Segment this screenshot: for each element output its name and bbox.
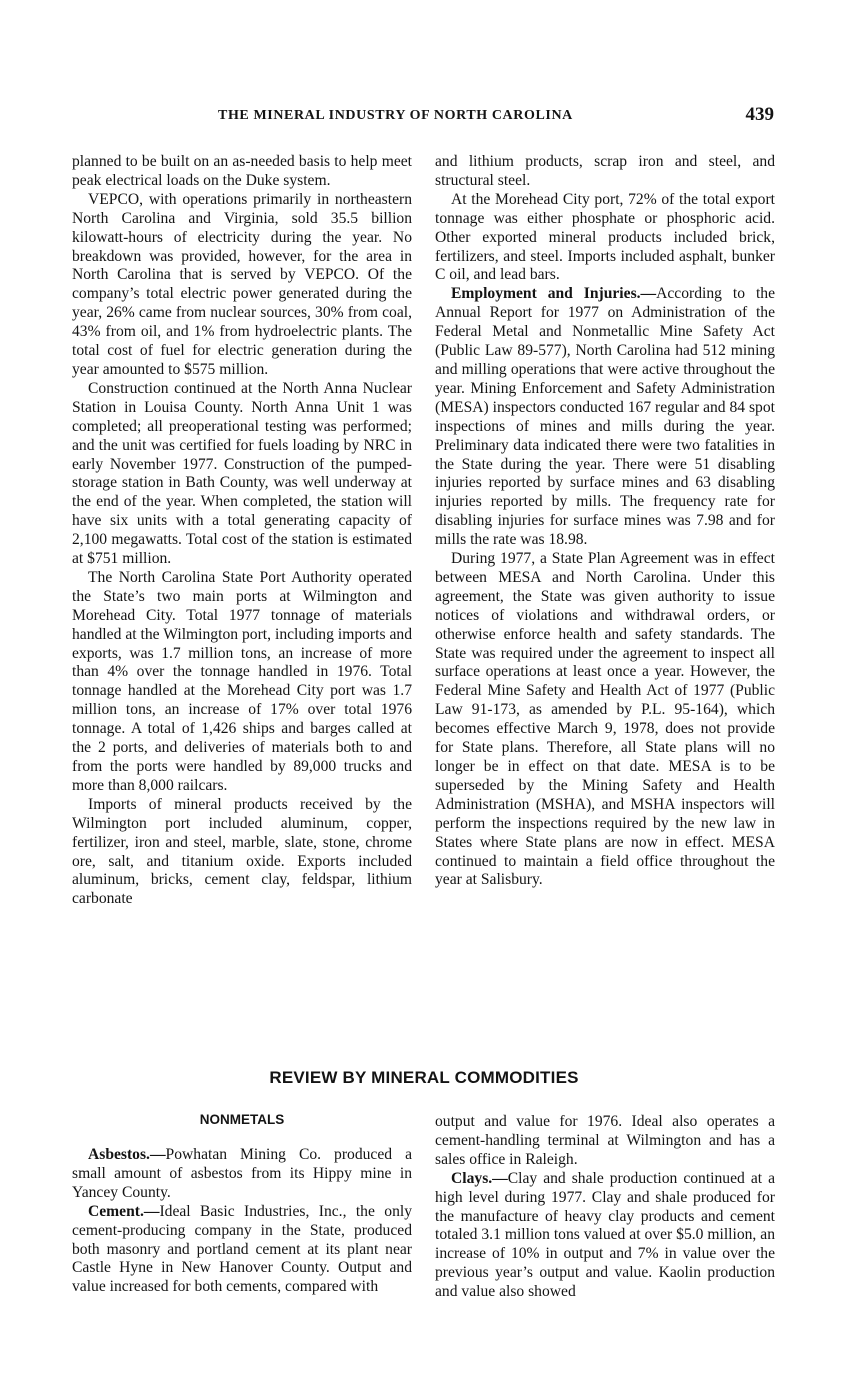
paragraph: During 1977, a State Plan Agreement was in effect between MESA and North Carolina. Under this agreement, the State was given authority to issue notices of violations and withdrawal orders, or otherwise enforce health and safety standards. The State was required under the agreement to inspect all surface operations at least once a year. However, the Federal Mine Safety and Health Act of 1977 (Public Law 91-173, as amended by P.L. 95-164), which becomes effective March 9, 1978, does not provide for State plans. Therefore, all State plans will no longer be in effect on that date. MESA is to be superseded by the Mining Safety and Health Administration (MSHA), and MSHA inspectors will perform the inspections required by the new law in States where State plans are now in effect. MESA continued to maintain a field office throughout the year at Salisbury.: [435, 550, 775, 889]
column-top-left: [72, 153, 412, 909]
paragraph-clays: [435, 1170, 775, 1302]
column-top-right: [435, 153, 775, 890]
paragraph-lead-heading: Cement.—: [88, 1202, 160, 1220]
column-bottom-left: [72, 1146, 412, 1297]
paragraph-body: Ideal Basic Industries, Inc., the only cement-producing company in the State, produced both masonry and portland cement at its plant near Castle Hyne in New Hanover County. Output and value increased for both cements, compared with: [72, 1202, 412, 1296]
paragraph-body: According to the Annual Report for 1977 on Administration of the Federal Metal and Nonmetallic Mine Safety Act (Public Law 89-577), North Carolina had 512 mining and milling operations that were active throughout the year. Mining Enforcement and Safety Administration (MESA) inspectors conducted 167 regular and 84 spot inspections of mines and mills during the year. Preliminary data indicated there were two fatalities in the State during the year. There were 51 disabling injuries reported by surface mines and 63 disabling injuries reported by mills. The frequency rate for disabling injuries for surface mines was 7.98 and for mills the rate was 18.98.: [435, 285, 775, 549]
paragraph: Construction continued at the North Anna Nuclear Station in Louisa County. North Anna Unit 1 was completed; all preoperational testing was performed; and the unit was certified for fuels loading by NRC in early November 1977. Construction of the pumped-storage station in Bath County, was well underway at the end of the year. When completed, the station will have six units with a total generating capacity of 2,100 megawatts. Total cost of the station is estimated at $751 million.: [72, 379, 412, 568]
section-title: REVIEW BY MINERAL COMMODITIES: [269, 1068, 579, 1087]
paragraph: output and value for 1976. Ideal also operates a cement-handling terminal at Wilmington and has a sales office in Raleigh.: [435, 1113, 775, 1168]
paragraph: VEPCO, with operations primarily in northeastern North Carolina and Virginia, sold 35.5 billion kilowatt-hours of electricity during the year. No breakdown was provided, however, for the area in North Carolina that is served by VEPCO. Of the company’s total electric power generated during the year, 26% came from nuclear sources, 30% from coal, 43% from oil, and 1% from hydroelectric plants. The total cost of fuel for electric generation during the year amounted to $575 million.: [72, 190, 412, 378]
paragraph: and lithium products, scrap iron and steel, and structural steel.: [435, 153, 775, 189]
paragraph: Imports of mineral products received by the Wilmington port included aluminum, copper, fertilizer, iron and steel, marble, slate, stone, chrome ore, salt, and titanium oxide. Exports included aluminum, bricks, cement clay, feldspar, lithium carbonate: [72, 795, 412, 908]
page-header: [72, 104, 776, 132]
paragraph-asbestos: [72, 1146, 412, 1203]
paragraph-body: Clay and shale production continued at a high level during 1977. Clay and shale produced for the manufacture of heavy clay products and cement totaled 3.1 million tons valued at over $5.0 million, an increase of 10% in output and 7% in value over the previous year’s output and value. Kaolin production and value also showed: [435, 1169, 775, 1301]
column-bottom-right: [435, 1113, 775, 1302]
paragraph: At the Morehead City port, 72% of the total export tonnage was either phosphate or phosphoric acid. Other exported mineral products included brick, fertilizers, and steel. Imports included asphalt, bunker C oil, and lead bars.: [435, 190, 775, 284]
paragraph: planned to be built on an as-needed basis to help meet peak electrical loads on the Duke system.: [72, 153, 412, 189]
running-head: THE MINERAL INDUSTRY OF NORTH CAROLINA: [218, 108, 573, 123]
paragraph-lead-heading: Employment and Injuries.—: [451, 285, 657, 303]
page-number: 439: [745, 104, 774, 125]
paragraph-employment-injuries: [435, 285, 775, 550]
paragraph-lead-heading: Asbestos.—: [88, 1146, 166, 1163]
paragraph-cement: [72, 1203, 412, 1298]
paragraph-body: Powhatan Mining Co. produced a small amount of asbestos from its Hippy mine in Yancey County.: [72, 1146, 412, 1201]
paragraph-lead-heading: Clays.—: [451, 1169, 508, 1187]
subsection-title: NONMETALS: [199, 1112, 285, 1127]
paragraph: The North Carolina State Port Authority operated the State’s two main ports at Wilmington and Morehead City. Total 1977 tonnage of materials handled at the Wilmington port, including imports and exports, was 1.7 million tons, an increase of more than 4% over the tonnage handled in 1976. Total tonnage handled at the Morehead City port was 1.7 million tons, an increase of 17% over total 1976 tonnage. A total of 1,426 ships and barges called at the 2 ports, and deliveries of materials both to and from the ports were handled by 89,000 trucks and more than 8,000 railcars.: [72, 568, 412, 794]
